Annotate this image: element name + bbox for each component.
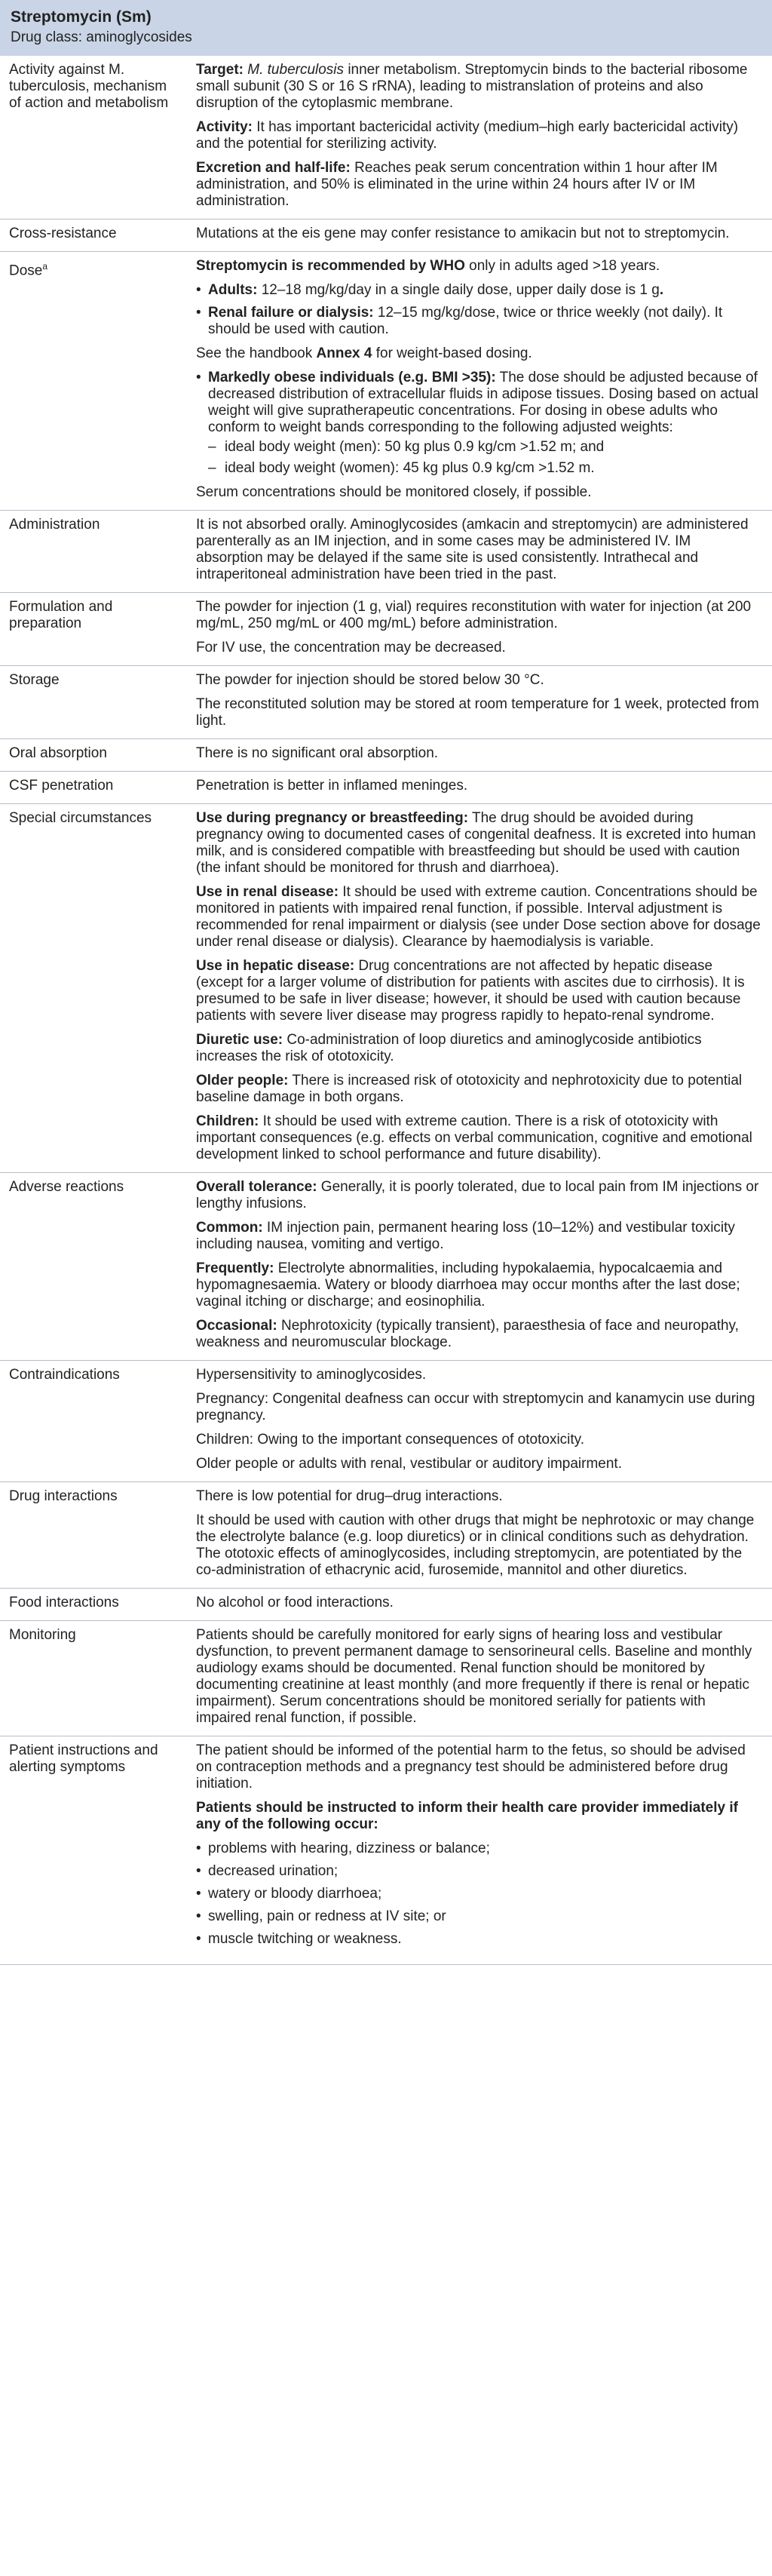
list-item: • Renal failure or dialysis: 12–15 mg/kg/dose, twice or thrice weekly (not daily). It should be used with caution. — [196, 305, 761, 338]
row-label-monitoring: Monitoring — [9, 1627, 76, 1643]
drug-class: Drug class: aminoglycosides — [11, 29, 192, 45]
row-cross-resistance — [0, 220, 772, 252]
row-label-dose: Dose$^a$ — [9, 261, 48, 279]
row-content-activity — [185, 56, 772, 219]
row-label-storage: Storage — [9, 672, 60, 688]
row-content-special-circumstances: Use during pregnancy or breastfeeding: The drug should be avoided during pregnancy owing to documented cases of congenital deafness. It is excreted into human milk, and is considered compatible with breastfeeding but should be used with caution (the infant should be monitored for thrush and diarrhoea). Use in renal disease: It should be used with extreme caution. Concentrations should be monitored in patients with impaired renal function, if possible. Interval adjustment is recommended for renal impairment or dialysis (see under Dose section above for dosage under renal disease or dialysis). Clearance by haemodialysis is variable. Use in hepatic disease: Drug concentrations are not affected by hepatic disease (except for a larger volume of distribution for patients with ascites due to cirrhosis). It is presumed to be safe in liver disease; however, it should be used with caution because patients with severe liver disease may progress rapidly to hepato-renal syndrome. Diuretic use: Co-administration of loop diuretics and aminoglycoside antibiotics increases the risk of ototoxicity. Older people: There is increased risk of ototoxicity and nephrotoxicity due to potential baseline damage in both organs. Children: It should be used with extreme caution. There is a risk of ototoxicity with important consequences (e.g. effects on verbal communication, cognitive and emotional development linked to school performance and future disability). — [196, 810, 761, 1162]
alert-symptom-list — [196, 1841, 761, 1948]
obese-list — [196, 370, 761, 477]
list-item: – ideal body weight (men): 50 kg plus 0.9 kg/cm >1.52 m; and — [208, 439, 761, 456]
row-oral-absorption — [0, 739, 772, 772]
row-administration — [0, 511, 772, 593]
row-label-oral-absorption: Oral absorption — [9, 745, 107, 761]
row-content-drug-interactions: There is low potential for drug–drug interactions. It should be used with caution with other drugs that might be nephrotoxic or may change the electrolyte balance (e.g. loop diuretics) or in clinical conditions such as dehydration. The ototoxic effects of aminoglycosides, including streptomycin, are potentiated by the co-administration of ethacrynic acid, furosemide, mannitol and other diuretics. — [196, 1488, 755, 1578]
row-label-administration: Administration — [9, 517, 100, 533]
row-storage — [0, 666, 772, 739]
row-label-cross-resistance: Cross-resistance — [9, 226, 117, 241]
list-item: • swelling, pain or redness at IV site; or — [196, 1908, 761, 1925]
row-activity — [0, 56, 772, 220]
row-content-food-interactions: No alcohol or food interactions. — [196, 1595, 394, 1610]
table-header — [0, 0, 772, 56]
row-content-oral-absorption: There is no significant oral absorption. — [196, 745, 439, 761]
list-item: • muscle twitching or weakness. — [196, 1931, 761, 1948]
list-item: • problems with hearing, dizziness or balance; — [196, 1841, 761, 1857]
list-item: – ideal body weight (women): 45 kg plus 0.9 kg/cm >1.52 m. — [208, 460, 761, 477]
row-csf-penetration — [0, 772, 772, 804]
excretion-paragraph: Excretion and half-life: Reaches peak serum concentration within 1 hour after IM administration, and 50% is eliminated in the urine within 24 hours after IV or IM administration. — [196, 160, 718, 209]
dose-list — [196, 282, 761, 338]
row-label-adverse-reactions: Adverse reactions — [9, 1179, 124, 1195]
list-item: • decreased urination; — [196, 1863, 761, 1880]
drug-title: Streptomycin (Sm) — [11, 8, 152, 26]
row-content-patient-instructions: The patient should be informed of the potential harm to the fetus, so should be advised on contraception methods and a pregnancy test should be administered before drug initiation. Patients should be instructed to inform their health care provider immediately if any of the following occur: • problems with hearing, dizziness or balance; • decreased urination; • watery or bloody diarrhoea; • swelling, pain or redness at IV site; or • muscle twitching or weakness. — [185, 1736, 772, 1964]
footnote-marker: a — [42, 261, 48, 272]
list-item: • Adults: 12–18 mg/kg/day in a single daily dose, upper daily dose is 1 g. — [196, 282, 761, 299]
row-content-administration: It is not absorbed orally. Aminoglycosides (amkacin and streptomycin) are administered parenterally as an IM injection, and in some cases may be administered IV. IM absorption may be delayed if the same site is used consistently. Intrathecal and intraperitoneal administration have been tried in the past. — [196, 517, 749, 582]
row-content-storage: The powder for injection should be stored below 30 °C. The reconstituted solution may be stored at room temperature for 1 week, protected from light. — [196, 672, 759, 729]
row-drug-interactions — [0, 1482, 772, 1589]
row-label-special-circumstances: Special circumstances — [9, 810, 152, 826]
row-content-cross-resistance: Mutations at the eis gene may confer resistance to amikacin but not to streptomycin. — [196, 226, 730, 241]
row-label-contraindications: Contraindications — [9, 1367, 120, 1383]
row-label-drug-interactions: Drug interactions — [9, 1488, 118, 1504]
who-recommendation: Streptomycin is recommended by WHO only in adults aged >18 years. — [196, 258, 660, 274]
row-special-circumstances — [0, 804, 772, 1173]
row-content-formulation: The powder for injection (1 g, vial) requires reconstitution with water for injection (at 200 mg/mL, 250 mg/mL or 400 mg/mL) before administration. For IV use, the concentration may be decreased. — [196, 599, 752, 656]
row-formulation — [0, 593, 772, 666]
row-label-food-interactions: Food interactions — [9, 1595, 119, 1610]
row-label-activity: Activity against M. tuberculosis, mechanism of action and metabolism — [9, 62, 169, 111]
row-content-monitoring: Patients should be carefully monitored for early signs of hearing loss and vestibular dysfunction, to prevent permanent damage to sensorineural cells. Baseline and monthly audiology exams should be documented. Renal function should be monitored by documenting creatinine at least monthly (and more frequently if there is renal or hepatic impairment). Serum concentrations should be monitored serially for patients with impaired renal function, if possible. — [196, 1627, 752, 1726]
list-item: • watery or bloody diarrhoea; — [196, 1886, 761, 1902]
row-adverse-reactions — [0, 1173, 772, 1361]
list-item: • Markedly obese individuals (e.g. BMI >35): The dose should be adjusted because of decreased distribution of extracellular fluids in adipose tissues. Dosing based on actual weight will give supratherapeutic concentrations. For dosing in obese adults who conform to weight bands corresponding to the following adjusted weights: – ideal body weight (men): 50 kg plus 0.9 kg/cm >1.52 m; and – ideal body weight (women): 45 kg plus 0.9 kg/cm >1.52 m. — [196, 370, 761, 477]
weight-list — [208, 439, 761, 477]
row-content-contraindications: Hypersensitivity to aminoglycosides. Pregnancy: Congenital deafness can occur with streptomycin and kanamycin use during pregnancy. Children: Owing to the important consequences of ototoxicity. Older people or adults with renal, vestibular or auditory impairment. — [196, 1367, 755, 1472]
row-food-interactions — [0, 1589, 772, 1621]
row-label-patient-instructions: Patient instructions and alerting symptoms — [9, 1742, 158, 1775]
activity-paragraph: Activity: It has important bactericidal activity (medium–high early bactericidal activity) and the potential for sterilizing activity. — [196, 119, 739, 152]
row-content-adverse-reactions: Overall tolerance: Generally, it is poorly tolerated, due to local pain from IM injections or lengthy infusions. Common: IM injection pain, permanent hearing loss (10–12%) and vestibular toxicity including nausea, vomiting and vertigo. Frequently: Electrolyte abnormalities, including hypokalaemia, hypocalcaemia and hypomagnesaemia. Watery or bloody diarrhoea may occur months after the last dose; vaginal itching or discharge; and eosinophilia. Occasional: Nephrotoxicity (typically transient), paraesthesia of face and neuropathy, weakness and neuromuscular blockage. — [196, 1179, 759, 1350]
row-label-formulation: Formulation and preparation — [9, 599, 113, 631]
row-monitoring — [0, 1621, 772, 1736]
row-content-csf-penetration: Penetration is better in inflamed meninges. — [196, 778, 468, 794]
row-dose — [0, 252, 772, 511]
target-paragraph: Target: M. tuberculosis inner metabolism. Streptomycin binds to the bacterial ribosome small subunit (30 S or 16 S rRNA), leading to mistranslation of proteins and also disruption of the cytoplasmic membrane. — [196, 62, 748, 111]
row-content-dose: Streptomycin is recommended by WHO only in adults aged >18 years. • Adults: 12–18 mg/kg/day in a single daily dose, upper daily dose is 1 g. • Renal failure or dialysis: 12–15 mg/kg/dose, twice or thrice weekly (not daily). It should be used with caution. See the handbook Annex 4 for weight-based dosing. • Markedly obese individuals (e.g. BMI >35): The dose should be adjusted because of decreased distribution of extracellular fluids in adipose tissues. Dosing based on actual weight will give supratherapeutic concentrations. For dosing in obese adults who conform to weight bands corresponding to the following adjusted weights: – ideal body weight (men): 50 kg plus 0.9 kg/cm >1.52 m; and – ideal body weight (women): 45 kg plus 0.9 kg/cm >1.52 m. Serum concentrations should be monitored closely, if possible. — [185, 252, 772, 510]
row-patient-instructions — [0, 1736, 772, 1965]
row-label-csf-penetration: CSF penetration — [9, 778, 114, 794]
annex-reference: See the handbook Annex 4 for weight-based dosing. — [196, 345, 532, 361]
row-contraindications — [0, 1361, 772, 1482]
